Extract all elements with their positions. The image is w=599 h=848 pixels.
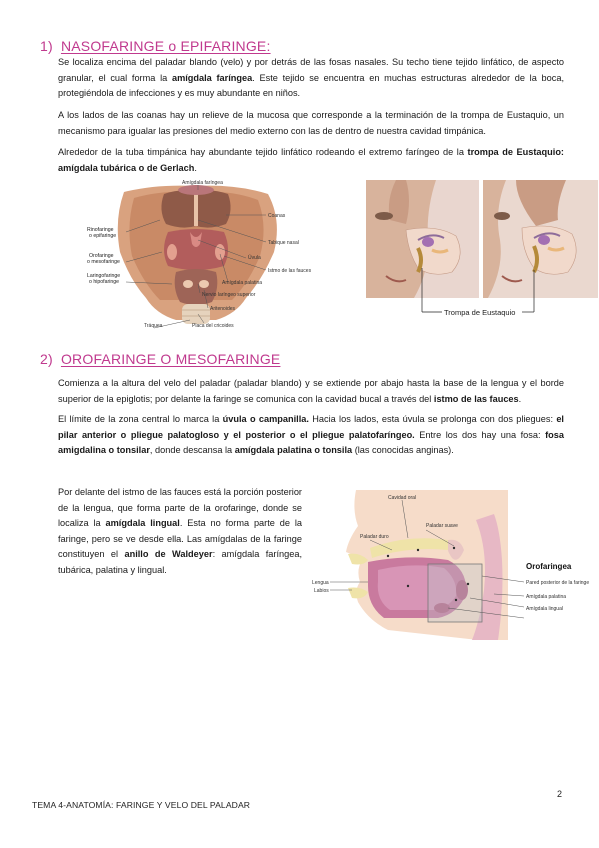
text-run: A los lados de las coanas hay un relieve de la mucosa que corresponde a la terminación de la trompa de Eustaquio, un mecanismo para igualar las presiones del medio externo con las de dentro de nuestra cavidad timpánica. [58,110,564,136]
bold-run: el pilar anterior o pliegue palatogloso y el posterior o el pliegue palatofaríngeo. [58,414,564,440]
text-run: . [194,162,197,173]
section-2-number: 2) [40,351,53,367]
page-number: 2 [557,789,563,799]
label-uvula: Úvula [248,255,261,261]
section-2-paragraph-2 [58,412,564,459]
bold-run: amígdala palatina o tonsila [234,445,353,455]
text-run: Alrededor de la tuba timpánica hay abundante tejido linfático rodeando el extremo faríngeo de la [58,147,468,157]
section-2-title: OROFARINGE O MESOFARINGE [60,351,281,367]
section-1-paragraph-2 [58,108,564,139]
section-1-paragraph-1 [58,55,564,102]
text-run: Por delante del istmo de las fauces está la porción posterior de la lengua, que forma parte de la orofaringe, donde se localiza la [58,487,302,528]
label-mesofaringe: o mesofaringe [87,259,120,265]
label-paladar-duro: Paladar duro [360,534,389,540]
label-tabique-nasal: Tabique nasal [268,240,299,246]
text-run: Entre los dos hay una fosa: [414,429,546,440]
label-nervio-laringeo: Nervio laríngeo superior [202,292,256,298]
label-cavidad-oral: Cavidad oral [388,495,417,501]
bold-run: amígdala faríngea [171,72,253,83]
section-2-heading [40,351,280,367]
section-1-heading [40,38,271,54]
label-labios: Labios [314,588,329,594]
label-amigdala-palatina: Amígdala palatina [222,280,263,286]
text-run: . [518,393,522,404]
section-1-title: NASOFARINGE o EPIFARINGE: [60,38,271,54]
label-orofaringe: Orofaringe [89,253,114,259]
section-2-paragraph-3 [58,485,302,578]
label-placa-cricoides: Placa del cricoides [192,323,234,329]
label-lengua: Lengua [312,580,329,586]
text-run: . Esta no forma parte de la faringe, pero se ve desde ella. Las amígdalas de la faringe constituyen el [58,518,302,559]
text-run: El límite de la zona central lo marca la [58,414,223,424]
oral-cavity-figure [308,490,598,640]
label-istmo-fauces: Istmo de las fauces [268,268,312,274]
label-epifaringe: o epifaringe [89,233,117,239]
bold-run: úvula o campanilla. [222,414,309,424]
text-run: : amígdala faríngea, tubárica, palatina y lingual. [58,549,303,575]
label-aritenoides: Aritenoides [210,306,236,312]
label-amigdala-faringea: Amígdala faríngea [182,180,223,186]
section-1-number: 1) [40,38,53,54]
bold-run: fosa amigdalina o tonsilar [58,429,564,455]
label-amigdala-palatina-2: Amígdala palatina [526,594,567,600]
section-2-paragraph-1 [58,376,564,407]
pharynx-posterior-figure [86,180,334,330]
label-traquea: Tráquea [144,323,163,329]
bold-run: anillo de Waldeyer [124,549,213,559]
eustachian-tube-figure [366,180,598,320]
text-run: . Este tejido se encuentra en muchas estructuras alrededor de la boca, protegiéndola de infecciones y es muy abundante en niños. [58,72,564,98]
text-run: (las conocidas anginas). [352,445,454,455]
label-pared-posterior: Pared posterior de la faringe [526,580,590,586]
label-paladar-suave: Paladar suave [426,523,458,529]
bold-run: istmo de las fauces [433,393,519,404]
text-run: , donde descansa la [149,445,235,455]
text-run: Hacia los lados, esta úvula se prolonga con dos pliegues: [308,414,557,424]
bold-run: amígdala lingual [105,518,180,528]
label-hipofaringe: o hipofaringe [89,279,119,285]
label-laringofaringe: Laringofaringe [87,273,121,279]
bold-run: trompa de Eustaquio: amígdala tubárica o de Gerlach [58,147,564,173]
text-run: Comienza a la altura del velo del paladar (paladar blando) y se extiende por abajo hasta la base de la lengua y el borde superior de la epiglotis; por delante la faringe se comunica con la cavidad bucal a través del [58,378,564,404]
label-coanas: Coanas [268,213,286,219]
footer-text: TEMA 4-ANATOMÍA: FARINGE Y VELO DEL PALADAR [32,800,251,810]
label-amigdala-lingual: Amígdala lingual [526,606,563,612]
label-trompa-eustaquio: Trompa de Eustaquio [444,308,516,317]
text-run: Se localiza encima del paladar blando (velo) y por detrás de las fosas nasales. Su techo tiene tejido linfático, de aspecto granular, el cual forma la [58,57,564,83]
label-rinofaringe: Rinofaringe [87,227,114,233]
section-1-paragraph-3 [58,145,564,176]
label-orofaringea: Orofaringea [526,562,572,571]
